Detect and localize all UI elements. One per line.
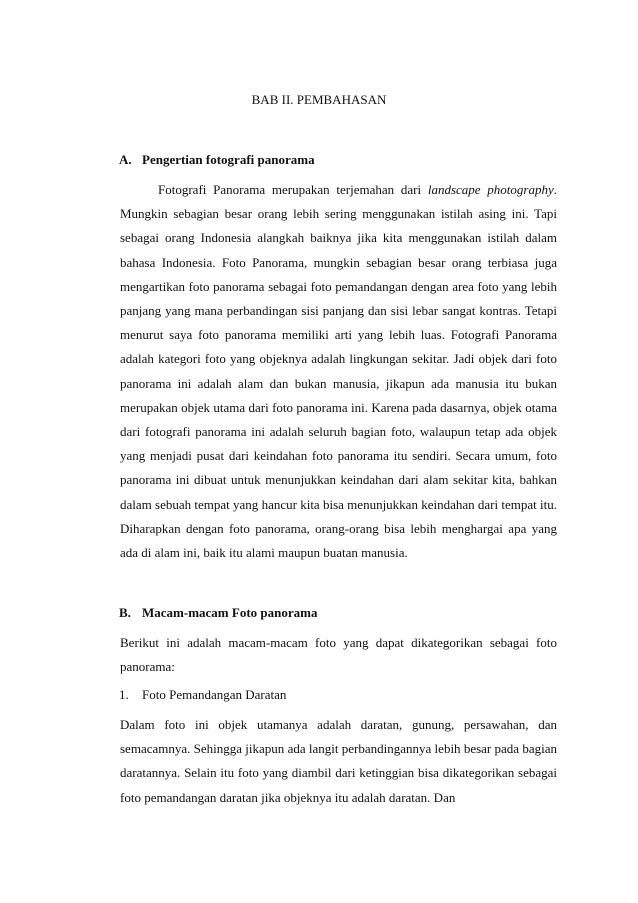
section-heading-b (119, 605, 318, 621)
chapter-title: BAB II. PEMBAHASAN (251, 92, 387, 107)
paragraph-macam-intro (120, 631, 557, 679)
paragraph-text-start: Fotografi Panorama merupakan terjemahan dari (158, 182, 428, 197)
paragraph-text (120, 178, 557, 565)
paragraph-text-rest: . Mungkin sebagian besar orang lebih sering menggunakan istilah asing ini. Tapi sebagai orang Indonesia alangkah baiknya jika kita menggunakan istilah dalam bahasa Indonesia. Foto Panorama, mungkin sebagian besar orang terbiasa juga mengartikan foto panorama sebagai foto pemandangan dengan area foto yang lebih panjang yang mana perbandingan sisi panjang dan sisi lebar sangat kontras. Tetapi menurut saya foto panorama memiliki arti yang lebih luas. Fotografi Panorama adalah kategori foto yang objeknya adalah lingkungan sekitar. Jadi objek dari foto panorama ini adalah alam dan bukan manusia, jikapun ada manusia itu bukan merupakan objek utama dari foto panorama ini. Karena pada dasarnya, objek otama dari fotografi panorama ini adalah seluruh bagian foto, walaupun tetap ada objek yang menjadi pusat dari keindahan foto panorama itu sendiri. Secara umum, foto panorama ini dibuat untuk menunjukkan keindahan dari alam sekitar kita, bahkan dalam sebuah tempat yang hancur kita bisa menunjukkan keindahan dari tempat itu. Diharapkan dengan foto panorama, orang-orang bisa lebih menghargai apa yang ada di alam ini, baik itu alami maupun buatan manusia. (120, 182, 557, 561)
list-title-1: Foto Pemandangan Daratan (142, 687, 287, 702)
paragraph-pengertian (120, 178, 557, 565)
paragraph-daratan (120, 713, 557, 810)
section-marker-a: A. (119, 152, 132, 167)
intro-text: Berikut ini adalah macam-macam foto yang dapat dikategorikan sebagai foto panorama: (120, 635, 557, 675)
italic-term: landscape photography (427, 182, 554, 197)
list-marker-1: 1. (119, 687, 129, 702)
daratan-text: Dalam foto ini objek utamanya adalah daratan, gunung, persawahan, dan semacamnya. Sehingga jikapun ada langit perbandingannya lebih besar pada bagian daratannya. Selain itu foto yang diambil dari ketinggian bisa dikategorikan sebagai foto pemandangan daratan jika objeknya itu adalah daratan. Dan (120, 717, 557, 805)
section-title-a: Pengertian fotografi panorama (142, 152, 315, 167)
section-marker-b: B. (119, 605, 131, 620)
section-title-b: Macam-macam Foto panorama (142, 605, 318, 620)
section-heading-a (119, 152, 315, 168)
list-item-1 (119, 687, 287, 703)
